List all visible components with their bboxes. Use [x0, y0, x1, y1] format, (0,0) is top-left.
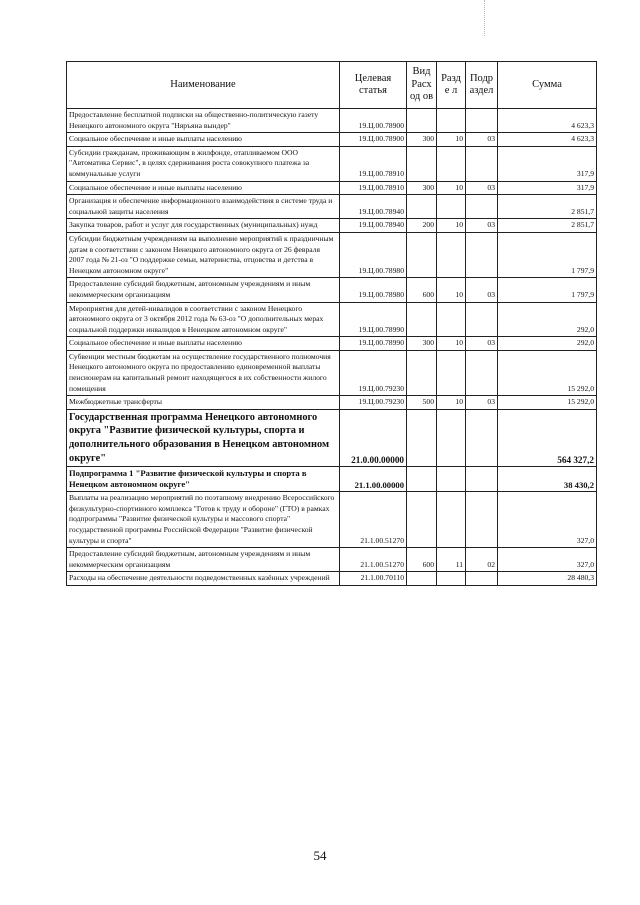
cell-subsection: 03 — [466, 133, 498, 147]
cell-expense-type: 300 — [407, 337, 437, 351]
table-row — [67, 181, 597, 195]
cell-expense-type: 500 — [407, 396, 437, 410]
cell-expense-type — [407, 467, 437, 492]
cell-name: Межбюджетные трансферты — [67, 396, 340, 410]
cell-section: 10 — [437, 219, 466, 233]
table-row — [67, 337, 597, 351]
cell-amount: 2 851,7 — [498, 219, 597, 233]
cell-section — [437, 146, 466, 181]
cell-expense-type — [407, 302, 437, 337]
table-row — [67, 146, 597, 181]
cell-subsection — [466, 302, 498, 337]
cell-name: Предоставление субсидий бюджетным, автономным учреждениям и иным некоммерческим организациям — [67, 278, 340, 302]
cell-subsection — [466, 146, 498, 181]
cell-target-article: 19.Ц.00.79230 — [340, 350, 407, 395]
cell-expense-type — [407, 146, 437, 181]
cell-name: Мероприятия для детей-инвалидов в соответствии с законом Ненецкого автономного округа от 3 октября 2012 года № 63-оз "О дополнительных мерах социальной поддержки инвалидов в Ненецком автономном округе" — [67, 302, 340, 337]
cell-expense-type — [407, 232, 437, 277]
cell-section — [437, 109, 466, 133]
cell-subsection: 02 — [466, 548, 498, 572]
cell-name: Организация и обеспечение информационного взаимодействия в системе труда и социальной защиты населения — [67, 195, 340, 219]
cell-expense-type: 200 — [407, 219, 437, 233]
header-section: Разде л — [437, 62, 466, 109]
cell-amount: 317,9 — [498, 181, 597, 195]
cell-target-article: 19.Ц.00.78940 — [340, 219, 407, 233]
cell-expense-type — [407, 492, 437, 548]
cell-subsection — [466, 409, 498, 466]
cell-section: 10 — [437, 337, 466, 351]
cell-name: Выплаты на реализацию мероприятий по поэтапному внедрению Всероссийского физкультурно-спортивного комплекса "Готов к труду и обороне" (ГТО) в рамках подпрограммы "Развитие физической культуры и массового спорта" государственной программы Российской Федерации "Развитие физической культуры и спорта" — [67, 492, 340, 548]
table-row — [67, 350, 597, 395]
cell-expense-type: 300 — [407, 181, 437, 195]
cell-amount: 2 851,7 — [498, 195, 597, 219]
header-amount: Сумма — [498, 62, 597, 109]
table-row — [67, 572, 597, 586]
cell-name: Расходы на обеспечение деятельности подведомственных казённых учреждений — [67, 572, 340, 586]
cell-amount: 4 623,3 — [498, 133, 597, 147]
cell-section — [437, 232, 466, 277]
cell-target-article: 19.Ц.00.78980 — [340, 232, 407, 277]
budget-table — [66, 61, 597, 586]
cell-amount: 28 480,3 — [498, 572, 597, 586]
cell-name: Предоставление бесплатной подписки на общественно-политическую газету Ненецкого автономного округа "Няръяна вындер" — [67, 109, 340, 133]
header-expense-type: Вид Расход ов — [407, 62, 437, 109]
cell-expense-type: 600 — [407, 278, 437, 302]
cell-section: 10 — [437, 133, 466, 147]
cell-name: Закупка товаров, работ и услуг для государственных (муниципальных) нужд — [67, 219, 340, 233]
cell-subsection: 03 — [466, 337, 498, 351]
table-row — [67, 232, 597, 277]
cell-name: Подпрограмма 1 "Развитие физической культуры и спорта в Ненецком автономном округе" — [67, 467, 340, 492]
table-header-row — [67, 62, 597, 109]
cell-name: Субсидии бюджетным учреждениям на выполнение мероприятий к праздничным датам в соответствии с законом Ненецкого автономного округа от 26 февраля 2007 года № 21-оз "О поддержке семьи, материнства, отцовства и детства в Ненецком автономном округе" — [67, 232, 340, 277]
header-subsection: Подр аздел — [466, 62, 498, 109]
table-row — [67, 548, 597, 572]
cell-amount: 327,0 — [498, 548, 597, 572]
cell-target-article: 19.Ц.00.78910 — [340, 181, 407, 195]
cell-target-article: 19.Ц.00.78990 — [340, 302, 407, 337]
table-row — [67, 409, 597, 466]
cell-target-article: 19.Ц.00.78940 — [340, 195, 407, 219]
cell-name: Социальное обеспечение и иные выплаты населению — [67, 133, 340, 147]
cell-name: Социальное обеспечение и иные выплаты населению — [67, 337, 340, 351]
table-row — [67, 302, 597, 337]
cell-name: Субвенции местным бюджетам на осуществление государственного полномочия Ненецкого автономного округа по предоставлению единовременной выплаты пенсионерам на капитальный ремонт находящегося в их собственности жилого помещения — [67, 350, 340, 395]
cell-subsection — [466, 492, 498, 548]
cell-subsection — [466, 109, 498, 133]
cell-name: Предоставление субсидий бюджетным, автономным учреждениям и иным некоммерческим организациям — [67, 548, 340, 572]
cell-target-article: 19.Ц.00.78900 — [340, 133, 407, 147]
cell-target-article: 19.Ц.00.78990 — [340, 337, 407, 351]
cell-amount: 15 292,0 — [498, 396, 597, 410]
table-row — [67, 278, 597, 302]
cell-target-article: 19.Ц.00.79230 — [340, 396, 407, 410]
table-row — [67, 396, 597, 410]
cell-section — [437, 572, 466, 586]
cell-subsection — [466, 232, 498, 277]
cell-name: Социальное обеспечение и иные выплаты населению — [67, 181, 340, 195]
cell-amount: 15 292,0 — [498, 350, 597, 395]
table-row — [67, 195, 597, 219]
page-fold-line — [484, 0, 485, 36]
cell-target-article: 21.1.00.51270 — [340, 492, 407, 548]
cell-name: Субсидии гражданам, проживающим в жилфонде, отапливаемом ООО "Автоматика Сервис", в целях сдерживания роста совокупного платежа за коммунальные услуги — [67, 146, 340, 181]
cell-target-article: 19.Ц.00.78980 — [340, 278, 407, 302]
cell-amount: 292,0 — [498, 337, 597, 351]
cell-subsection: 03 — [466, 396, 498, 410]
cell-section: 10 — [437, 181, 466, 195]
cell-expense-type — [407, 409, 437, 466]
cell-target-article: 21.1.00.51270 — [340, 548, 407, 572]
cell-section — [437, 195, 466, 219]
cell-target-article: 21.1.00.70110 — [340, 572, 407, 586]
cell-section: 10 — [437, 396, 466, 410]
cell-subsection: 03 — [466, 181, 498, 195]
table-row — [67, 133, 597, 147]
cell-section — [437, 409, 466, 466]
cell-target-article: 21.1.00.00000 — [340, 467, 407, 492]
cell-subsection — [466, 195, 498, 219]
cell-section — [437, 467, 466, 492]
cell-amount: 327,0 — [498, 492, 597, 548]
cell-amount: 1 797,9 — [498, 278, 597, 302]
cell-target-article: 21.0.00.00000 — [340, 409, 407, 466]
cell-expense-type: 600 — [407, 548, 437, 572]
cell-expense-type: 300 — [407, 133, 437, 147]
cell-subsection — [466, 350, 498, 395]
table-body — [67, 109, 597, 586]
cell-subsection: 03 — [466, 219, 498, 233]
cell-section: 10 — [437, 278, 466, 302]
cell-target-article: 19.Ц.00.78910 — [340, 146, 407, 181]
cell-expense-type — [407, 572, 437, 586]
cell-section: 11 — [437, 548, 466, 572]
cell-amount: 4 623,3 — [498, 109, 597, 133]
cell-subsection: 03 — [466, 278, 498, 302]
cell-section — [437, 492, 466, 548]
cell-name: Государственная программа Ненецкого автономного округа "Развитие физической культуры, спорта и дополнительного образования в Ненецком автономном округе" — [67, 409, 340, 466]
cell-amount: 1 797,9 — [498, 232, 597, 277]
cell-expense-type — [407, 195, 437, 219]
cell-section — [437, 302, 466, 337]
cell-subsection — [466, 467, 498, 492]
cell-amount: 292,0 — [498, 302, 597, 337]
table-row — [67, 467, 597, 492]
table-row — [67, 219, 597, 233]
header-target-article: Целевая статья — [340, 62, 407, 109]
cell-expense-type — [407, 109, 437, 133]
table-row — [67, 109, 597, 133]
cell-section — [437, 350, 466, 395]
table-row — [67, 492, 597, 548]
header-name: Наименование — [67, 62, 340, 109]
cell-target-article: 19.Ц.00.78900 — [340, 109, 407, 133]
cell-expense-type — [407, 350, 437, 395]
cell-amount: 317,9 — [498, 146, 597, 181]
cell-subsection — [466, 572, 498, 586]
cell-amount: 564 327,2 — [498, 409, 597, 466]
page-number: 54 — [313, 848, 327, 863]
cell-amount: 38 430,2 — [498, 467, 597, 492]
